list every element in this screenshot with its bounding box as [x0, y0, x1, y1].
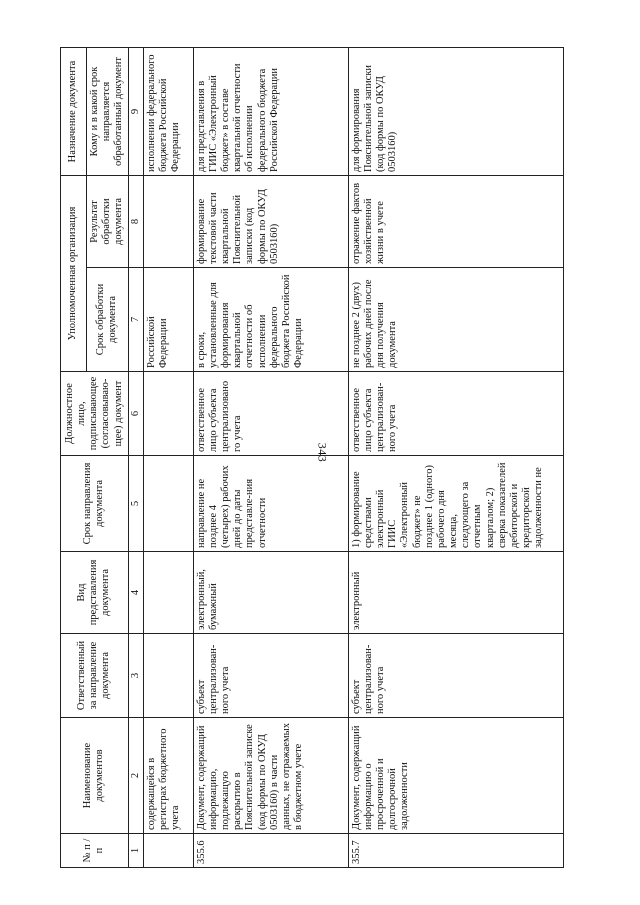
cell-responsible: субъект централизован-ного учета	[193, 634, 348, 718]
cell-official	[143, 372, 193, 456]
cell-type: электронный	[348, 552, 563, 634]
column-number: 1	[128, 834, 143, 868]
table-row	[193, 48, 348, 868]
header-processing-deadline: Срок обработки документа	[87, 268, 129, 372]
cell-no	[143, 834, 193, 868]
cell-official: ответственное лицо субъекта централизован-ного учета	[348, 372, 563, 456]
cell-deadline: 1) формирование средствами электронный ГИИС «Электронный бюджет» не позднее 1 (одного) рабочего дня месяца, следующего за отчетным кварталом; 2) сверка показателей дебиторской и кредиторской задолженности не	[348, 456, 563, 552]
header-type: Вид представления документа	[61, 552, 129, 634]
header-recipient: Кому и в какой срок направляется обработанный документ	[87, 48, 129, 176]
cell-recipient: для формирования Пояснительной записки (код формы по ОКУД 0503160)	[348, 48, 563, 176]
cell-recipient: для представления в ГИИС «Электронный бюджет» в составе квартальной отчетности об исполнении федерального бюджета Российской Федерации	[193, 48, 348, 176]
cell-processing-deadline: Российской Федерации	[143, 268, 193, 372]
cell-official: ответственное лицо субъекта централизовано го учета	[193, 372, 348, 456]
cell-type: электронный, бумажный	[193, 552, 348, 634]
header-official: Должностное лицо, подписывающее (согласовываю-щее) документ	[61, 372, 129, 456]
column-number: 8	[128, 176, 143, 268]
column-number: 7	[128, 268, 143, 372]
cell-document-name: содержащейся в регистрах бюджетного учета	[143, 718, 193, 834]
cell-no: 355.6	[193, 834, 348, 868]
cell-processing-deadline: в сроки, установленные для формирования квартальной отчетности об исполнении федерального бюджета Российской Федерации	[193, 268, 348, 372]
cell-deadline	[143, 456, 193, 552]
column-number: 3	[128, 634, 143, 718]
cell-processing-result	[143, 176, 193, 268]
header-no: № п / п	[61, 834, 129, 868]
rotated-table-container	[60, 48, 590, 868]
cell-responsible	[143, 634, 193, 718]
cell-no: 355.7	[348, 834, 563, 868]
page-number: 343	[315, 442, 330, 463]
cell-document-name: Документ, содержащий информацию, подлежащую раскрытию в Пояснительной записке (код формы по ОКУД 0503160) в части данных, не отражаемых в бюджетном учете	[193, 718, 348, 834]
cell-responsible: субъект централизован-ного учета	[348, 634, 563, 718]
cell-processing-deadline: не позднее 2 (двух) рабочих дней после дня получения документа	[348, 268, 563, 372]
header-purpose: Назначение документа	[61, 48, 87, 176]
header-responsible: Ответственный за направление документа	[61, 634, 129, 718]
document-table	[60, 47, 564, 868]
cell-processing-result: формирование текстовой части квартальной Пояснительной записки (код формы по ОКУД 0503160)	[193, 176, 348, 268]
column-number: 5	[128, 456, 143, 552]
cell-processing-result: отражение фактов хозяйственной жизни в учете	[348, 176, 563, 268]
cell-deadline: направление не позднее 4 (четырех) рабочих дней до даты представле-ния отчетности	[193, 456, 348, 552]
header-processing-result: Результат обработки документа	[87, 176, 129, 268]
header-document-name: Наименование документов	[61, 718, 129, 834]
table-row	[143, 48, 193, 868]
cell-recipient: исполнении федерального бюджета Российской Федерации	[143, 48, 193, 176]
column-number: 9	[128, 48, 143, 176]
cell-type	[143, 552, 193, 634]
column-number: 6	[128, 372, 143, 456]
table-row	[348, 48, 563, 868]
column-number: 2	[128, 718, 143, 834]
column-number: 4	[128, 552, 143, 634]
cell-document-name: Документ, содержащий информацию о просроченной и долгосрочной задолженности	[348, 718, 563, 834]
header-deadline: Срок направления документа	[61, 456, 129, 552]
header-authorized-organization: Уполномоченная организация	[61, 176, 87, 372]
